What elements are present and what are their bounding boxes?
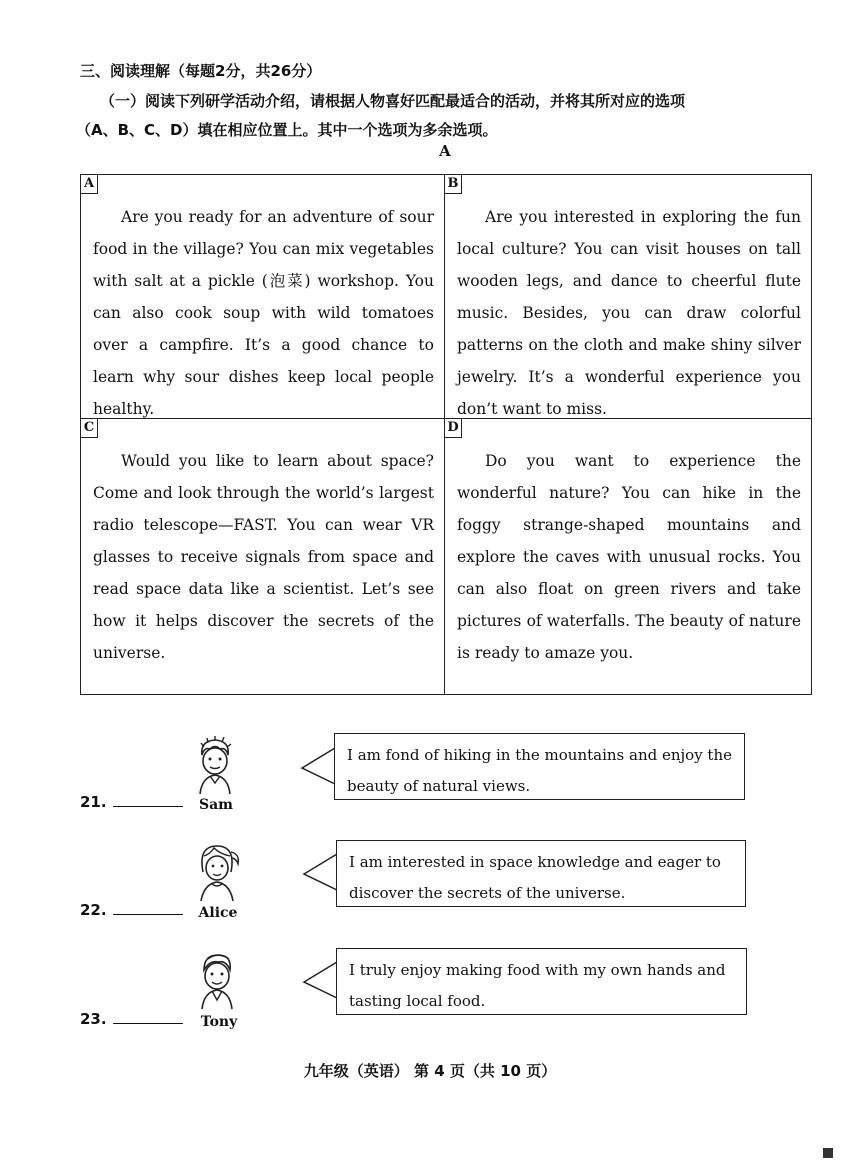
question-23 [80, 1010, 183, 1028]
option-c-text: Would you like to learn about space? Come and look through the world’s largest radio telescope—FAST. You can wear VR glasses to receive signals from space and read space data like a scientist. Let’s see how it helps discover the secrets of the universe. [93, 452, 434, 662]
option-a-text: Are you ready for an adventure of sour food in the village? You can mix vegetables with salt at a pickle (泡菜) workshop. You can also cook soup with wild tomatoes over a campfire. It’s a good chance to learn why sour dishes keep local people healthy. [93, 208, 434, 418]
option-c-cell [81, 419, 445, 694]
options-grid [80, 174, 812, 695]
page-footer: 九年级（英语） 第 4 页（共 10 页） [303, 1062, 557, 1080]
answer-blank-21[interactable] [113, 806, 183, 807]
instruction-line-1: （一）阅读下列研学活动介绍，请根据人物喜好匹配最适合的活动，并将其所对应的选项 [100, 92, 686, 110]
option-a-cell [81, 175, 445, 419]
person-name-tony: Tony [200, 1014, 238, 1030]
question-number: 21. [80, 793, 107, 811]
option-d-letter: D [445, 419, 462, 438]
part-label: A [439, 142, 451, 160]
option-d-text: Do you want to experience the wonderful nature? You can hike in the foggy strange-shaped mountains and explore the caves with unusual rocks. You can also float on green rivers and take pictures of waterfalls. The beauty of nature is ready to amaze you. [457, 452, 801, 662]
qr-code-icon [823, 1148, 833, 1158]
question-number: 22. [80, 901, 107, 919]
speech-bubble-alice: I am interested in space knowledge and eager to discover the secrets of the universe. [336, 840, 746, 907]
option-d-cell [445, 419, 811, 694]
speech-tail-icon [302, 960, 338, 1000]
instruction-line-2: （A、B、C、D）填在相应位置上。其中一个选项为多余选项。 [76, 121, 498, 139]
answer-blank-22[interactable] [113, 914, 183, 915]
question-22 [80, 901, 183, 919]
speech-tail-icon [300, 746, 336, 786]
option-b-letter: B [445, 175, 462, 194]
question-number: 23. [80, 1010, 107, 1028]
option-a-letter: A [81, 175, 98, 194]
speech-bubble-tony: I truly enjoy making food with my own hands and tasting local food. [336, 948, 747, 1015]
speech-bubble-sam: I am fond of hiking in the mountains and enjoy the beauty of natural views. [334, 733, 745, 800]
person-name-alice: Alice [198, 905, 238, 921]
girl-avatar-icon [192, 842, 242, 902]
option-b-text: Are you interested in exploring the fun local culture? You can visit houses on tall wooden legs, and dance to cheerful flute music. Besides, you can draw colorful patterns on the cloth and make shiny silver jewelry. It’s a wonderful experience you don’t want to miss. [457, 208, 801, 418]
boy-avatar-icon [190, 735, 240, 795]
option-b-cell [445, 175, 811, 419]
option-c-letter: C [81, 419, 98, 438]
person-name-sam: Sam [199, 797, 233, 813]
section-title: 三、阅读理解（每题2分，共26分） [80, 62, 322, 80]
speech-tail-icon [302, 852, 338, 892]
answer-blank-23[interactable] [113, 1023, 183, 1024]
question-21 [80, 793, 183, 811]
boy-avatar-icon [192, 950, 242, 1010]
